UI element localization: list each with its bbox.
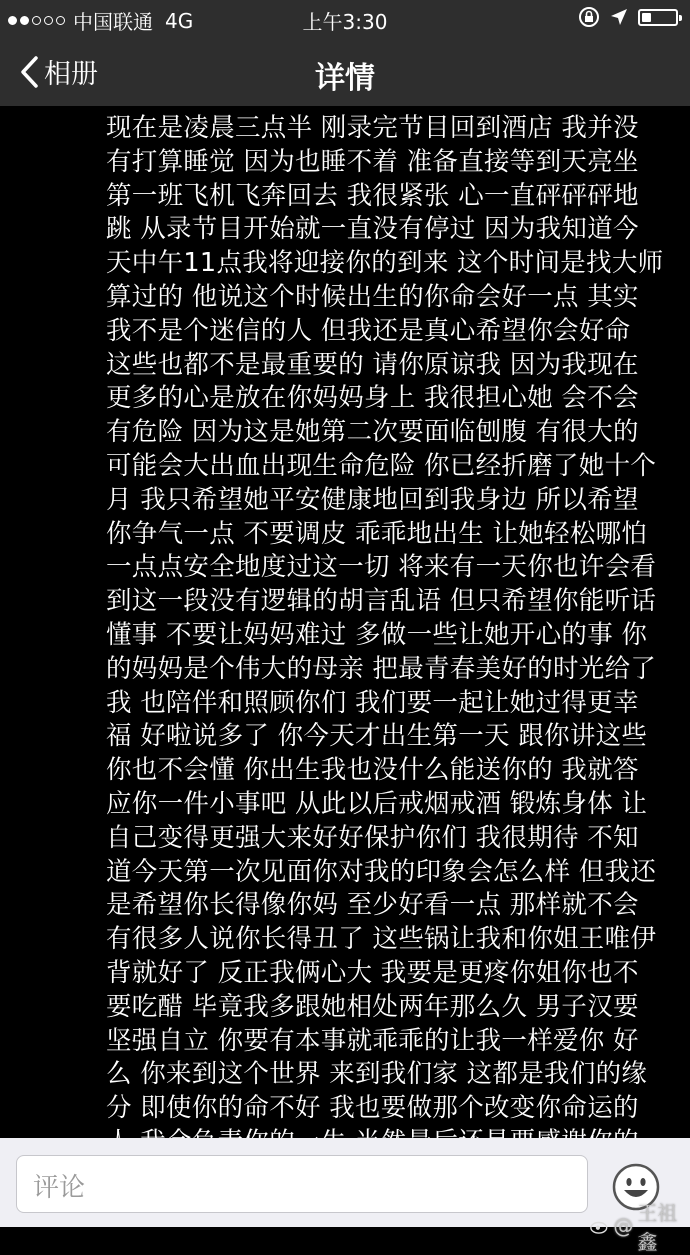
watermark-at: @: [613, 1214, 634, 1238]
signal-dot: [56, 16, 65, 25]
message-text: [106, 112, 676, 1194]
comment-placeholder: 评论: [33, 1173, 86, 1203]
message-line: 你也不会懂 你出生我也没什么能送你的 我就答: [106, 755, 639, 786]
message-line: 这些也都不是最重要的 请你原谅我 因为我现在: [106, 349, 639, 380]
detail-content[interactable]: [0, 106, 690, 1138]
signal-dot: [32, 16, 41, 25]
signal-strength-icon: [8, 16, 65, 25]
message-line: 么 你来到这个世界 来到我们家 这都是我们的缘: [106, 1059, 648, 1090]
message-line: 算过的 他说这个时候出生的你命会好一点 其实: [106, 281, 639, 312]
comment-input[interactable]: [16, 1155, 588, 1213]
message-line: 一点点安全地度过这一切 将来有一天你也许会看: [106, 552, 657, 583]
weibo-logo-icon: [590, 1217, 609, 1235]
message-line: 应你一件小事吧 从此以后戒烟戒酒 锻炼身体 让: [106, 788, 648, 819]
message-line: 有打算睡觉 因为也睡不着 准备直接等到天亮坐: [106, 146, 639, 177]
message-line: 懂事 不要让妈妈难过 多做一些让她开心的事 你: [106, 619, 648, 650]
battery-level: [642, 13, 651, 22]
message-line: 道今天第一次见面你对我的印象会怎么样 但我还: [106, 856, 657, 887]
message-line: 自己变得更强大来好好保护你们 我很期待 不知: [106, 822, 639, 853]
message-line: 月 我只希望她平安健康地回到我身边 所以希望: [106, 484, 639, 515]
message-line: 是希望你长得像你妈 至少好看一点 那样就不会: [106, 890, 639, 921]
location-arrow-icon: [610, 8, 628, 26]
battery-icon: [638, 9, 678, 26]
signal-dot: [20, 16, 29, 25]
carrier-name: 中国联通: [73, 10, 153, 34]
message-line: 可能会大出血出现生命危险 你已经折磨了她十个: [106, 450, 657, 481]
message-line: 现在是凌晨三点半 刚录完节目回到酒店 我并没: [106, 113, 639, 143]
message-line: 有很多人说你长得丑了 这些锅让我和你姐王唯伊: [106, 924, 657, 955]
lock-rotation-icon: [578, 6, 600, 28]
comment-bar: [0, 1138, 690, 1227]
network-type: 4G: [165, 8, 194, 33]
watermark: [590, 1197, 690, 1255]
navigation-bar: [0, 36, 690, 106]
message-line: 我 也陪伴和照顾你们 我们要一起让她过得更幸: [106, 687, 639, 718]
signal-dot: [8, 16, 17, 25]
status-right: [578, 6, 678, 28]
back-label: 相册: [44, 59, 98, 90]
message-line: 天中午11点我将迎接你的到来 这个时间是找大师: [106, 248, 664, 279]
message-line: 有危险 因为这是她第二次要面临刨腹 有很大的: [106, 417, 639, 448]
signal-dot: [44, 16, 53, 25]
status-time: 上午3:30: [302, 10, 388, 34]
back-button[interactable]: [18, 52, 98, 91]
message-line: 要吃醋 毕竟我多跟她相处两年那么久 男子汉要: [106, 991, 639, 1022]
message-line: 福 好啦说多了 你今天才出生第一天 跟你讲这些: [106, 721, 648, 752]
chevron-left-icon: [18, 55, 40, 89]
status-bar: [0, 0, 690, 36]
status-left: [8, 6, 193, 35]
page-title: 详情: [315, 61, 375, 96]
message-line: 第一班飞机飞奔回去 我很紧张 心一直砰砰砰地: [106, 180, 639, 211]
message-line: 背就好了 反正我俩心大 我要是更疼你姐你也不: [106, 957, 639, 988]
message-line: 跳 从录节目开始就一直没有停过 因为我知道今: [106, 214, 639, 245]
message-line: 更多的心是放在你妈妈身上 我很担心她 会不会: [106, 383, 639, 414]
message-line: 我不是个迷信的人 但我还是真心希望你会好命: [106, 315, 631, 346]
message-line: 到这一段没有逻辑的胡言乱语 但只希望你能听话: [106, 586, 657, 617]
message-line: 你争气一点 不要调皮 乖乖地出生 让她轻松哪怕: [106, 518, 648, 549]
watermark-name: 王祖鑫: [637, 1201, 678, 1254]
message-line: 坚强自立 你要有本事就乖乖的让我一样爱你 好: [106, 1025, 639, 1056]
message-line: 的妈妈是个伟大的母亲 把最青春美好的时光给了: [106, 653, 657, 684]
message-line: 分 即使你的命不好 我也要做那个改变你命运的: [106, 1093, 639, 1124]
